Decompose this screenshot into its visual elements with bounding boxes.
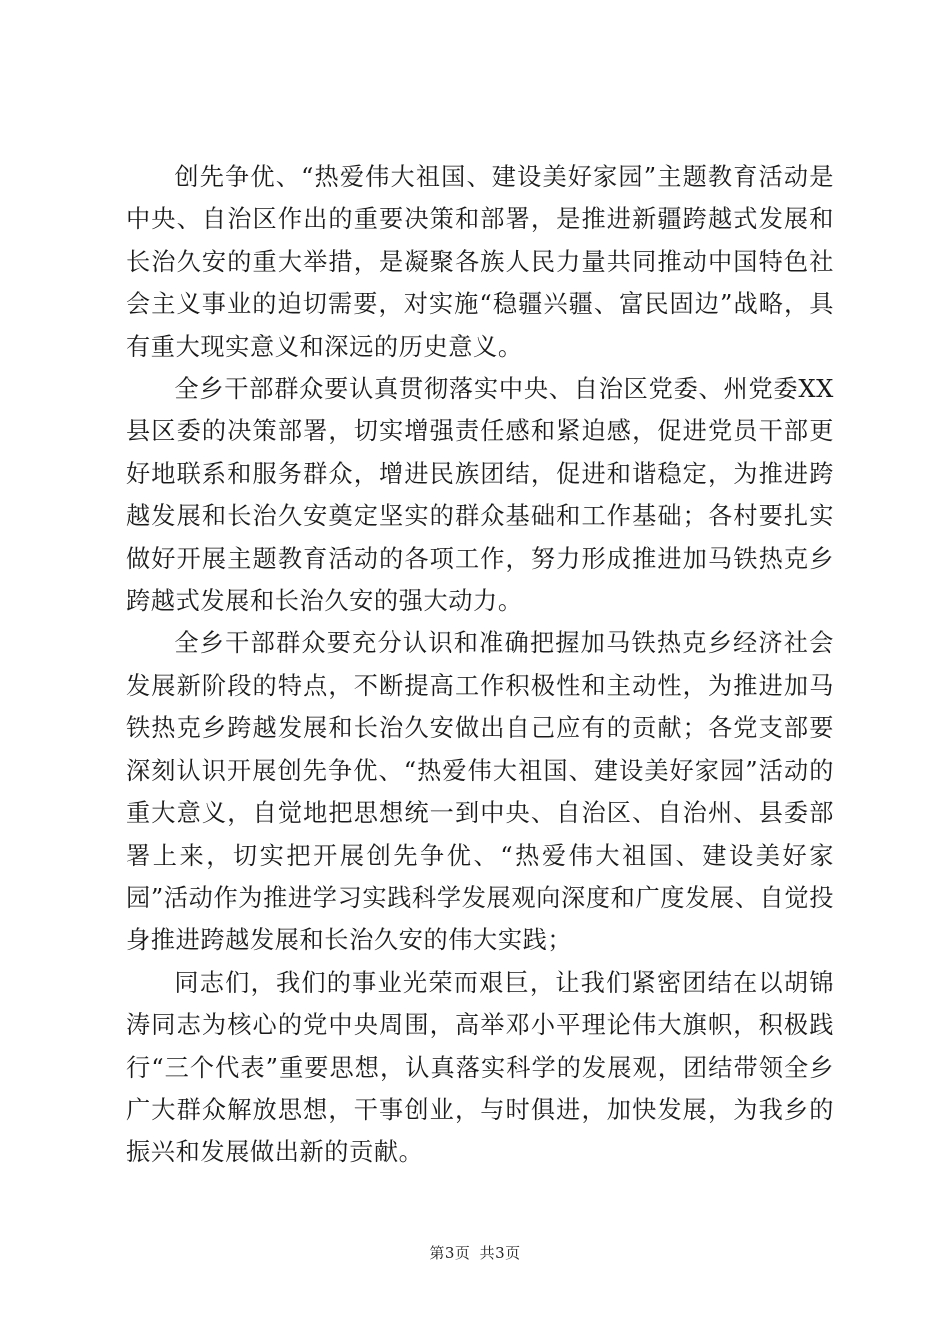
paragraph: 全乡干部群众要认真贯彻落实中央、自治区党委、州党委XX县区委的决策部署，切实增强责任感和紧迫感，促进党员干部更好地联系和服务群众，增进民族团结，促进和谐稳定，为推进跨越发展和长治久安奠定坚实的群众基础和工作基础；各村要扎实做好开展主题教育活动的各项工作，努力形成推进加马铁热克乡跨越式发展和长治久安的强大动力。 bbox=[126, 375, 834, 616]
paragraph: 同志们，我们的事业光荣而艰巨，让我们紧密团结在以胡锦涛同志为核心的党中央周围，高举邓小平理论伟大旗帜，积极践行“三个代表”重要思想，认真落实科学的发展观，团结带领全乡广大群众解放思想，干事创业，与时俱进，加快发展，为我乡的振兴和发展做出新的贡献。 bbox=[126, 968, 834, 1167]
paragraph: 全乡干部群众要充分认识和准确把握加马铁热克乡经济社会发展新阶段的特点，不断提高工作积极性和主动性，为推进加马铁热克乡跨越发展和长治久安做出自己应有的贡献；各党支部要深刻认识开展创先争优、“热爱伟大祖国、建设美好家园”活动的重大意义，自觉地把思想统一到中央、自治区、自治州、县委部署上来，切实把开展创先争优、“热爱伟大祖国、建设美好家园”活动作为推进学习实践科学发展观向深度和广度发展、自觉投身推进跨越发展和长治久安的伟大实践； bbox=[126, 629, 834, 955]
page-number: 第3页 bbox=[429, 1244, 471, 1262]
document-body bbox=[126, 156, 834, 1174]
paragraph: 创先争优、“热爱伟大祖国、建设美好家园”主题教育活动是中央、自治区作出的重要决策和部署，是推进新疆跨越式发展和长治久安的重大举措，是凝聚各族人民力量共同推动中国特色社会主义事业的迫切需要，对实施“稳疆兴疆、富民固边”战略，具有重大现实意义和深远的历史意义。 bbox=[126, 163, 834, 361]
page-footer bbox=[0, 1242, 950, 1263]
page-total: 共3页 bbox=[479, 1244, 521, 1262]
